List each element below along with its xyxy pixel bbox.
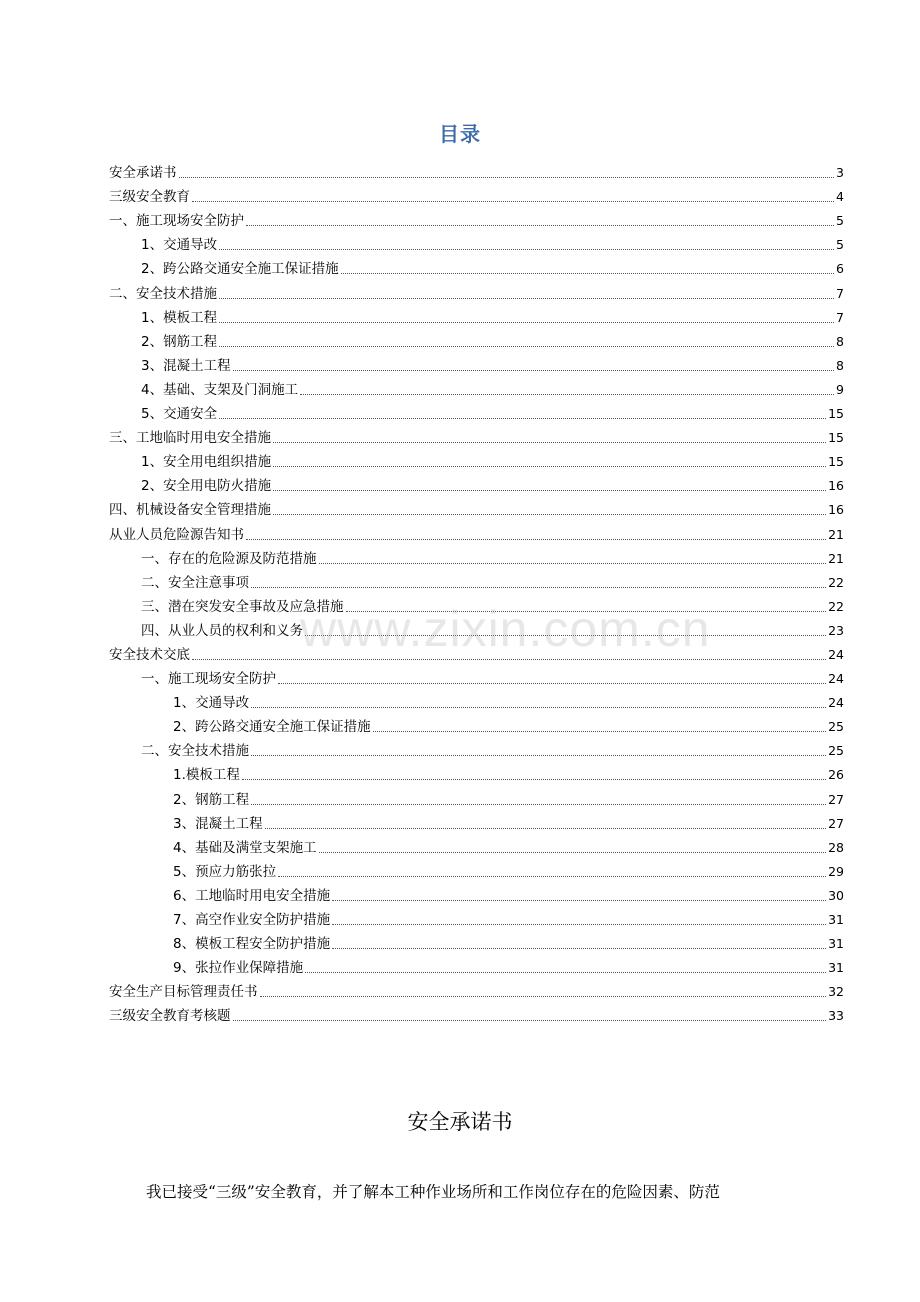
toc-leader-dots bbox=[319, 563, 827, 564]
toc-entry-label: 四、机械设备安全管理措施 bbox=[109, 502, 271, 519]
toc-leader-dots bbox=[233, 370, 834, 371]
toc-entry-page: 5 bbox=[836, 213, 844, 229]
toc-entry[interactable] bbox=[109, 568, 844, 592]
toc-entry[interactable] bbox=[109, 784, 844, 808]
toc-entry-label: 三、潜在突发安全事故及应急措施 bbox=[141, 598, 344, 615]
toc-entry-page: 28 bbox=[828, 839, 844, 855]
toc-entry[interactable] bbox=[109, 278, 844, 302]
toc-entry-page: 16 bbox=[828, 478, 844, 494]
toc-entry-page: 27 bbox=[828, 791, 844, 807]
toc-entry[interactable] bbox=[109, 230, 844, 254]
toc-leader-dots bbox=[246, 225, 834, 226]
toc-entry-page: 29 bbox=[828, 863, 844, 879]
toc-entry-page: 3 bbox=[836, 165, 844, 181]
toc-entry-label: 一、施工现场安全防护 bbox=[109, 213, 244, 230]
toc-leader-dots bbox=[219, 298, 834, 299]
toc-entry-label: 4、基础及满堂支架施工 bbox=[173, 839, 317, 856]
toc-entry-page: 30 bbox=[828, 887, 844, 903]
toc-entry-label: 二、安全技术措施 bbox=[109, 285, 217, 302]
toc-entry-page: 5 bbox=[836, 237, 844, 253]
toc-entry[interactable] bbox=[109, 592, 844, 616]
toc-entry-label: 二、安全注意事项 bbox=[141, 574, 249, 591]
toc-leader-dots bbox=[260, 996, 827, 997]
toc-entry-label: 一、施工现场安全防护 bbox=[141, 671, 276, 688]
toc-entry-page: 31 bbox=[828, 936, 844, 952]
toc-leader-dots bbox=[251, 587, 826, 588]
toc-entry[interactable] bbox=[109, 833, 844, 857]
toc-entry-label: 4、基础、支架及门洞施工 bbox=[141, 381, 299, 398]
toc-list bbox=[109, 158, 844, 1025]
toc-leader-dots bbox=[346, 611, 827, 612]
toc-entry-label: 一、存在的危险源及防范措施 bbox=[141, 550, 317, 567]
toc-entry-page: 32 bbox=[828, 984, 844, 1000]
toc-leader-dots bbox=[273, 514, 826, 515]
toc-entry[interactable] bbox=[109, 905, 844, 929]
toc-entry-label: 三级安全教育 bbox=[109, 189, 190, 206]
toc-title: 目录 bbox=[439, 122, 481, 146]
toc-entry-label: 2、安全用电防火措施 bbox=[141, 478, 272, 495]
toc-leader-dots bbox=[373, 731, 827, 732]
toc-entry[interactable] bbox=[109, 519, 844, 543]
toc-entry-page: 24 bbox=[828, 695, 844, 711]
toc-entry-label: 1、模板工程 bbox=[141, 309, 218, 326]
toc-entry[interactable] bbox=[109, 857, 844, 881]
toc-entry[interactable] bbox=[109, 929, 844, 953]
toc-entry-page: 16 bbox=[828, 502, 844, 518]
toc-entry-label: 2、钢筋工程 bbox=[173, 791, 250, 808]
toc-entry-page: 9 bbox=[836, 381, 844, 397]
toc-leader-dots bbox=[265, 828, 827, 829]
toc-entry-page: 4 bbox=[836, 189, 844, 205]
toc-leader-dots bbox=[319, 852, 827, 853]
toc-leader-dots bbox=[332, 900, 826, 901]
toc-leader-dots bbox=[251, 707, 826, 708]
toc-entry-page: 15 bbox=[828, 430, 844, 446]
toc-entry-label: 6、工地临时用电安全措施 bbox=[173, 887, 331, 904]
toc-entry-label: 三级安全教育考核题 bbox=[109, 1008, 231, 1025]
toc-entry[interactable] bbox=[109, 1001, 844, 1025]
toc-entry-label: 三、工地临时用电安全措施 bbox=[109, 430, 271, 447]
toc-leader-dots bbox=[219, 322, 834, 323]
toc-leader-dots bbox=[246, 539, 826, 540]
toc-entry-label: 8、模板工程安全防护措施 bbox=[173, 936, 331, 953]
toc-entry[interactable] bbox=[109, 544, 844, 568]
toc-leader-dots bbox=[192, 659, 826, 660]
toc-entry-page: 27 bbox=[828, 815, 844, 831]
toc-leader-dots bbox=[233, 1020, 827, 1021]
toc-entry-label: 1、交通导改 bbox=[173, 695, 250, 712]
toc-entry[interactable] bbox=[109, 327, 844, 351]
toc-entry[interactable] bbox=[109, 254, 844, 278]
toc-leader-dots bbox=[278, 683, 826, 684]
toc-leader-dots bbox=[332, 948, 826, 949]
toc-entry-page: 25 bbox=[828, 743, 844, 759]
toc-entry-page: 26 bbox=[828, 767, 844, 783]
toc-leader-dots bbox=[341, 273, 834, 274]
toc-entry[interactable] bbox=[109, 182, 844, 206]
toc-entry-page: 15 bbox=[828, 454, 844, 470]
toc-leader-dots bbox=[332, 924, 826, 925]
toc-entry[interactable] bbox=[109, 712, 844, 736]
toc-entry-label: 1.模板工程 bbox=[173, 767, 240, 784]
toc-entry[interactable] bbox=[109, 977, 844, 1001]
toc-entry-page: 31 bbox=[828, 960, 844, 976]
toc-leader-dots bbox=[278, 876, 826, 877]
toc-leader-dots bbox=[305, 972, 826, 973]
toc-entry[interactable] bbox=[109, 688, 844, 712]
toc-entry-page: 15 bbox=[828, 406, 844, 422]
toc-entry-label: 9、张拉作业保障措施 bbox=[173, 960, 304, 977]
toc-entry-label: 安全生产目标管理责任书 bbox=[109, 984, 258, 1001]
toc-entry-label: 3、混凝土工程 bbox=[141, 357, 231, 374]
toc-entry-page: 6 bbox=[836, 261, 844, 277]
toc-leader-dots bbox=[219, 346, 834, 347]
toc-entry-page: 8 bbox=[836, 333, 844, 349]
toc-leader-dots bbox=[219, 418, 826, 419]
toc-entry-label: 5、交通安全 bbox=[141, 406, 218, 423]
toc-entry[interactable] bbox=[109, 351, 844, 375]
toc-entry[interactable] bbox=[109, 881, 844, 905]
toc-entry-page: 23 bbox=[828, 622, 844, 638]
toc-leader-dots bbox=[242, 779, 826, 780]
toc-entry-label: 7、高空作业安全防护措施 bbox=[173, 912, 331, 928]
toc-entry[interactable] bbox=[109, 640, 844, 664]
toc-entry[interactable] bbox=[109, 447, 844, 471]
toc-entry-page: 8 bbox=[836, 357, 844, 373]
toc-entry-page: 22 bbox=[828, 598, 844, 614]
toc-entry[interactable] bbox=[109, 953, 844, 977]
toc-entry-page: 21 bbox=[828, 526, 844, 542]
toc-entry-page: 24 bbox=[828, 646, 844, 662]
toc-leader-dots bbox=[273, 442, 826, 443]
toc-leader-dots bbox=[300, 394, 834, 395]
toc-entry-page: 22 bbox=[828, 574, 844, 590]
toc-entry[interactable] bbox=[109, 664, 844, 688]
toc-entry-label: 1、安全用电组织措施 bbox=[141, 454, 272, 471]
toc-entry-label: 2、钢筋工程 bbox=[141, 333, 218, 350]
toc-entry[interactable] bbox=[109, 809, 844, 833]
toc-entry[interactable] bbox=[109, 303, 844, 327]
toc-entry[interactable] bbox=[109, 495, 844, 519]
toc-leader-dots bbox=[179, 177, 835, 178]
toc-entry[interactable] bbox=[109, 399, 844, 423]
toc-leader-dots bbox=[219, 249, 834, 250]
toc-entry-page: 31 bbox=[828, 912, 844, 927]
toc-entry-label: 二、安全技术措施 bbox=[141, 743, 249, 760]
toc-leader-dots bbox=[251, 755, 826, 756]
toc-leader-dots bbox=[251, 804, 826, 805]
toc-entry-page: 24 bbox=[828, 671, 844, 687]
toc-entry-page: 7 bbox=[836, 309, 844, 325]
toc-entry-page: 25 bbox=[828, 719, 844, 735]
toc-entry[interactable] bbox=[109, 616, 844, 640]
toc-entry[interactable] bbox=[109, 375, 844, 399]
toc-entry-label: 四、从业人员的权利和义务 bbox=[141, 622, 303, 639]
toc-leader-dots bbox=[305, 635, 826, 636]
toc-entry-label: 安全承诺书 bbox=[109, 165, 177, 182]
toc-entry[interactable] bbox=[109, 158, 844, 182]
commitment-paragraph: 我已接受“三级”安全教育，并了解本工种作业场所和工作岗位存在的危险因素、防范 bbox=[146, 1183, 720, 1201]
toc-leader-dots bbox=[192, 201, 834, 202]
toc-entry-label: 3、混凝土工程 bbox=[173, 815, 263, 832]
toc-entry[interactable] bbox=[109, 471, 844, 495]
watermark: www.zixin.com.cn bbox=[300, 601, 711, 657]
toc-entry-label: 1、交通导改 bbox=[141, 237, 218, 254]
toc-leader-dots bbox=[273, 490, 826, 491]
toc-entry[interactable] bbox=[109, 206, 844, 230]
toc-entry-label: 安全技术交底 bbox=[109, 646, 190, 663]
toc-entry-page: 33 bbox=[828, 1008, 844, 1024]
toc-entry-label: 从业人员危险源告知书 bbox=[109, 526, 244, 543]
toc-leader-dots bbox=[273, 466, 826, 467]
toc-entry-page: 7 bbox=[836, 285, 844, 301]
toc-entry-label: 2、跨公路交通安全施工保证措施 bbox=[173, 719, 371, 736]
toc-entry-label: 5、预应力筋张拉 bbox=[173, 863, 277, 880]
toc-entry[interactable] bbox=[109, 423, 844, 447]
toc-entry[interactable] bbox=[109, 736, 844, 760]
toc-entry-page: 21 bbox=[828, 550, 844, 566]
toc-entry-label: 2、跨公路交通安全施工保证措施 bbox=[141, 261, 339, 278]
section-title: 安全承诺书 bbox=[407, 1110, 513, 1134]
toc-entry[interactable] bbox=[109, 760, 844, 784]
